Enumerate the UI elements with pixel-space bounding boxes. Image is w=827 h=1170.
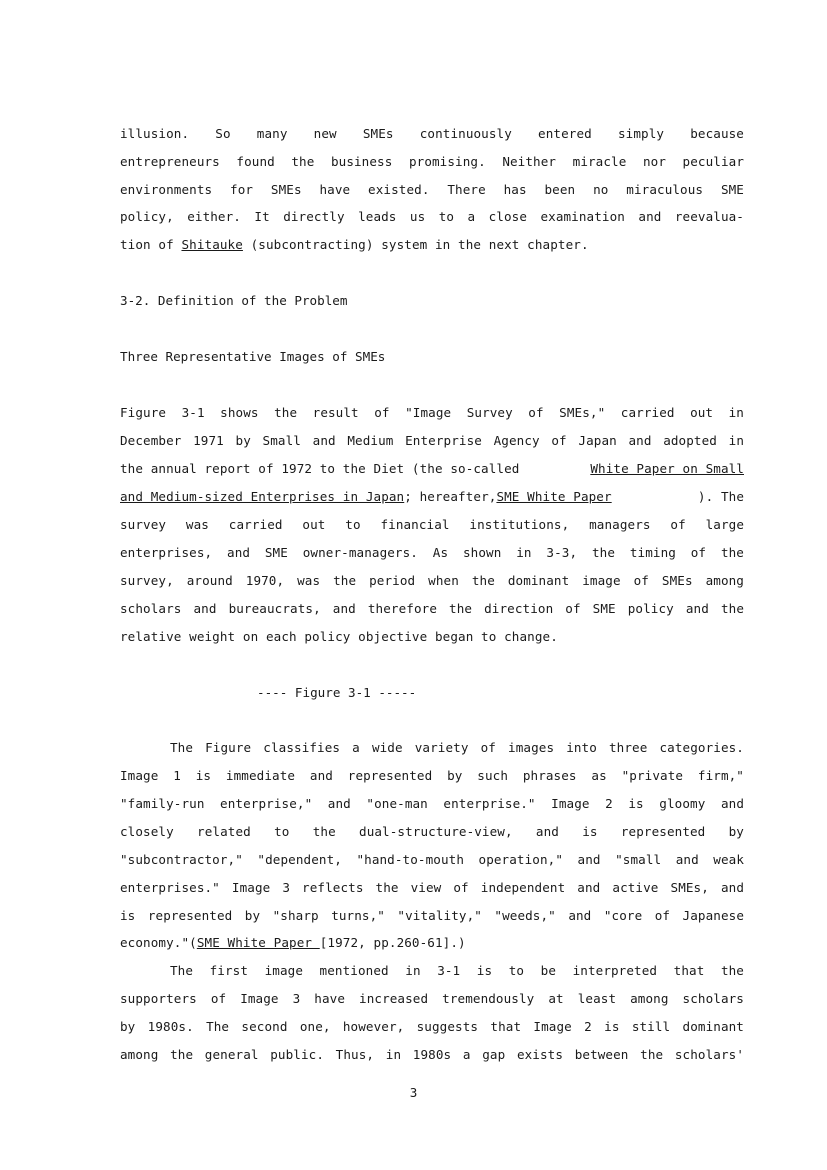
paragraph-4-line-4: among the general public. Thus, in 1980s a gap exists between the scholars' [120,1047,744,1062]
paragraph-2-line-1: Figure 3-1 shows the result of "Image Survey of SMEs," carried out in [120,405,744,420]
paragraph-2-line-7: survey, around 1970, was the period when the dominant image of SMEs among [120,573,744,588]
paragraph-4-line-3: by 1980s. The second one, however, suggests that Image 2 is still dominant [120,1019,744,1034]
paragraph-1-line-1: illusion. So many new SMEs continuously entered simply because [120,126,744,141]
paragraph-3-line-2: Image 1 is immediate and represented by such phrases as "private firm," [120,768,744,783]
term-shitauke: Shitauke [181,237,243,252]
paragraph-3-line-5: "subcontractor," "dependent, "hand-to-mouth operation," and "small and weak [120,852,744,867]
paragraph-4-line-2: supporters of Image 3 have increased tremendously at least among scholars [120,991,744,1006]
paragraph-3-line-7: is represented by "sharp turns," "vitality," "weeds," and "core of Japanese [120,908,744,923]
section-heading: 3-2. Definition of the Problem [120,293,348,308]
white-paper-title-part-1: White Paper on Small [590,461,744,476]
text-fragment: [1972, pp.260-61].) [319,935,466,950]
paragraph-1-line-2: entrepreneurs found the business promising. Neither miracle nor peculiar [120,154,744,169]
paragraph-3-line-6: enterprises." Image 3 reflects the view of independent and active SMEs, and [120,880,744,895]
sme-white-paper-short-title: SME White Paper [496,489,612,504]
text-fragment: the annual report of 1972 to the Diet (the so-called [120,461,520,476]
paragraph-2-line-6: enterprises, and SME owner-managers. As shown in 3-3, the timing of the [120,545,744,560]
sme-white-paper-reference: SME White Paper [196,935,320,950]
paragraph-2-line-2: December 1971 by Small and Medium Enterprise Agency of Japan and adopted in [120,433,744,448]
paragraph-2-line-4 [120,489,744,505]
paragraph-1-line-3: environments for SMEs have existed. There has been no miraculous SME [120,182,744,197]
text-fragment: ; hereafter, [404,489,497,504]
paragraph-2-line-9: relative weight on each policy objective began to change. [120,629,558,644]
paragraph-2-line-8: scholars and bureaucrats, and therefore the direction of SME policy and the [120,601,744,616]
paragraph-3-line-1: The Figure classifies a wide variety of images into three categories. [170,740,744,755]
paragraph-3-line-8 [120,935,744,951]
text-fragment: tion of [120,237,182,252]
subheading: Three Representative Images of SMEs [120,349,386,364]
text-fragment: (subcontracting) system in the next chapter. [242,237,589,252]
paragraph-4-line-1: The first image mentioned in 3-1 is to be interpreted that the [170,963,744,978]
text-fragment: economy."( [120,935,197,950]
paragraph-3-line-4: closely related to the dual-structure-view, and is represented by [120,824,744,839]
paragraph-2-line-5: survey was carried out to financial institutions, managers of large [120,517,744,532]
paragraph-1-line-4: policy, either. It directly leads us to a close examination and reevalua- [120,209,744,224]
paragraph-1-line-5 [120,237,744,253]
white-paper-title-part-2: and Medium-sized Enterprises in Japan [120,489,405,504]
paragraph-2-line-3 [120,461,744,477]
paragraph-3-line-3: "family-run enterprise," and "one-man enterprise." Image 2 is gloomy and [120,796,744,811]
text-fragment: ). The [697,489,744,504]
page-number: 3 [409,1085,418,1100]
figure-placeholder-marker: ---- Figure 3-1 ----- [257,685,417,700]
